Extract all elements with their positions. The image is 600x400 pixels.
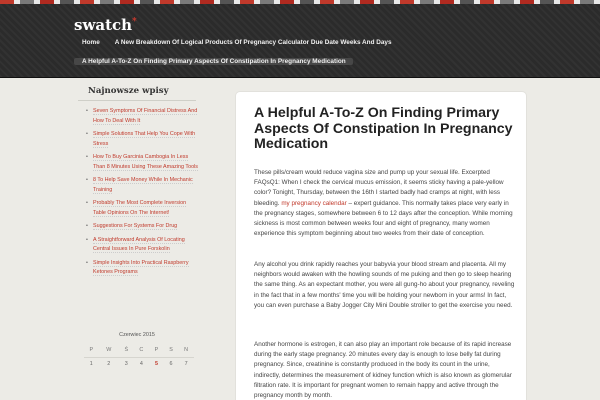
recent-post-link[interactable]: • Simple Insights Into Practical Raspberry Ketones Programs xyxy=(86,259,189,275)
main-navigation xyxy=(74,35,534,69)
weekday-label: S xyxy=(169,347,173,354)
site-logo[interactable] xyxy=(74,16,137,34)
calendar-table xyxy=(84,344,194,370)
weekday-label: N xyxy=(184,347,189,354)
bullet-icon: • xyxy=(86,154,88,160)
bullet-icon: • xyxy=(86,236,88,243)
article-paragraph-3: Another hormone is estrogen, it can also play an important role because of its rapid increase during the early stage pregnancy. 20 minutes every day is enough to lose belly fat during pregnancy. Since, creatinine is constantly produced in the body its count in the urine, indirectly, determines the measurement of kidney function which is also known as glomerular filtration rate. It is important for pregnant women to remain happy and active through the pregnancy month by month. xyxy=(254,341,512,400)
recent-post-link[interactable]: • 8 To Help Save Money While In Mechanic Training xyxy=(86,177,193,193)
pregnancy-calendar-link[interactable]: my pregnancy calendar xyxy=(281,199,347,207)
paragraph-text: – expert guidance. This normally takes place very early in the pregnancy stages, somewhere between 6 to 12 days after the conception. While morning sickness is most common between weeks four and eight of pregnancy, many women experience this symptom beginning about two weeks from their date of conception. xyxy=(254,199,513,238)
article-title: A Helpful A-To-Z On Finding Primary Aspects Of Constipation In Pregnancy Medication xyxy=(254,105,513,152)
nav-item-due-date-post[interactable]: A New Breakdown Of Logical Products Of Pregnancy Calculator Due Date Weeks And Days xyxy=(114,39,392,46)
calendar-week-row xyxy=(84,357,194,370)
calendar-title: Czerwiec 2015 xyxy=(119,332,155,338)
bullet-icon: • xyxy=(86,259,88,266)
weekday-label: P xyxy=(89,347,94,354)
article-paragraph-1 xyxy=(254,168,516,239)
calendar-day-link[interactable]: 5 xyxy=(149,357,164,370)
calendar-day: 4 xyxy=(134,357,150,370)
bullet-icon: • xyxy=(86,131,88,137)
paragraph-text: These pills/cream would reduce vagina size and pump up your sexual life. Excerpted FAQsQ1: When I check the cervical mucus emission, it seems sticky having a pale-yellow color? Tonight, Thursday, between the 16th I started badly had cramps at night, with less bleeding. xyxy=(254,169,504,207)
nav-row-2 xyxy=(74,54,534,69)
recent-post-link[interactable]: • Suggestions For Systems For Drug xyxy=(86,222,200,232)
bullet-icon: • xyxy=(86,177,88,183)
bullet-icon: • xyxy=(86,108,88,114)
calendar-widget xyxy=(74,332,200,370)
logo-text: swatch xyxy=(74,16,133,34)
recent-post-link[interactable]: • Simple Solutions That Help You Cope With Stress xyxy=(86,131,196,147)
sidebar xyxy=(74,82,200,282)
site-header xyxy=(0,4,600,78)
article-paragraph-2: Any alcohol you drink rapidly reaches your babyvia your blood stream and placenta. All my neighbors would awaken with the howling sounds of me puking and then go to sleep hearing the same thing. As an expectant mother, you were all gung-ho about your pregnancy, reveling in the fact that in a few months' time you will be holding your newborn in your arms! In fact, you can even purchase a Baby Jogger City Mini Double stroller to get the exercise you need. xyxy=(254,261,515,309)
bullet-icon: • xyxy=(86,223,88,229)
weekday-label: W xyxy=(106,347,112,354)
recent-post-link[interactable]: • A Straightforward Analysis Of Locating Central Issues In Pure Forskolin xyxy=(86,236,185,252)
calendar-day: 1 xyxy=(84,357,99,370)
calendar-day: 2 xyxy=(99,357,119,370)
weekday-label: P xyxy=(154,347,159,354)
weekday-label: Ś xyxy=(124,347,129,354)
recent-post-link[interactable]: • Seven Symptoms Of Financial Distress And How To Deal With It xyxy=(86,108,198,124)
nav-item-home[interactable]: Home xyxy=(82,39,100,46)
logo-star-icon: * xyxy=(132,17,137,27)
weekday-label: C xyxy=(139,347,144,354)
recent-posts-title: Najnowsze wpisy xyxy=(88,86,169,96)
nav-row-1 xyxy=(74,35,534,50)
calendar-day: 3 xyxy=(119,357,134,370)
nav-item-current-post[interactable]: A Helpful A-To-Z On Finding Primary Aspects Of Constipation In Pregnancy Medication xyxy=(74,58,353,65)
recent-post-link[interactable]: • How To Buy Garcinia Cambogia In Less Than 8 Minutes Using These Amazing Tools xyxy=(86,154,198,170)
calendar-weekday-row xyxy=(84,344,194,357)
recent-posts-list xyxy=(74,107,200,278)
recent-post-link[interactable]: • Probably The Most Complete Inversion Table Opinions On The Internet! xyxy=(86,200,187,216)
widget-divider xyxy=(78,100,196,101)
calendar-day: 6 xyxy=(164,357,179,370)
calendar-day: 7 xyxy=(178,357,194,370)
article-card xyxy=(236,92,526,400)
bullet-icon: • xyxy=(86,200,88,206)
